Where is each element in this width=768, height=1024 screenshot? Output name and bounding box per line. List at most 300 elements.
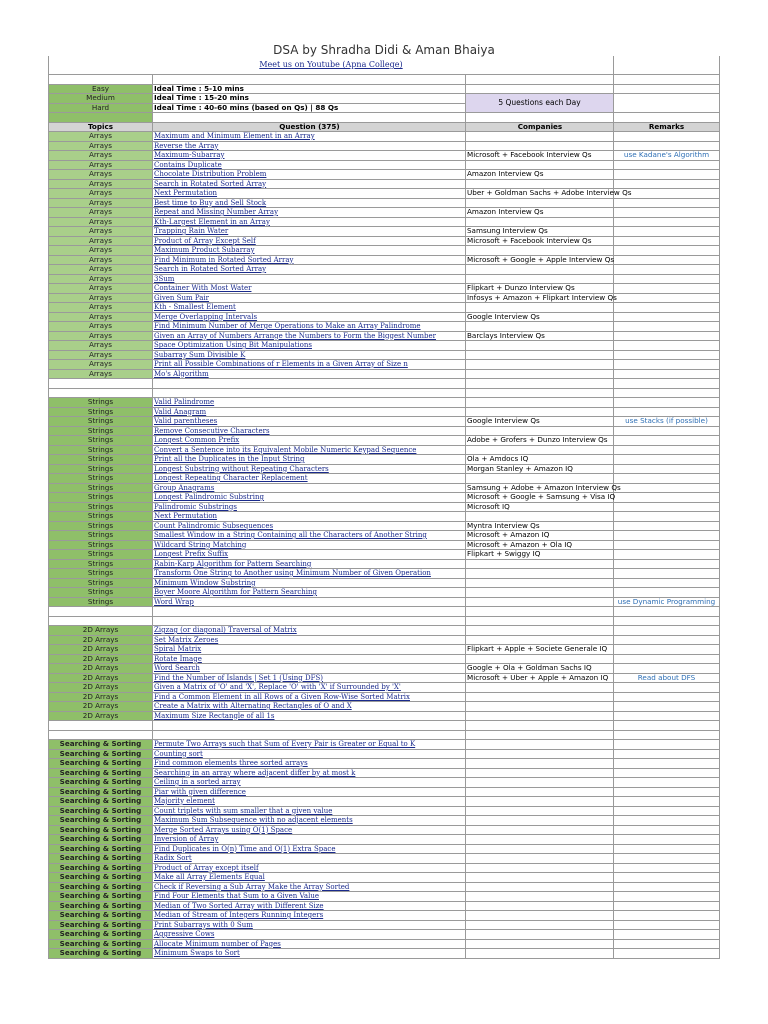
question-link[interactable]: Maximum Sum Subsequence with no adjacent elements <box>154 816 353 824</box>
table-row <box>48 446 720 456</box>
table-row <box>48 218 720 228</box>
companies-cell <box>466 598 614 608</box>
question-link[interactable]: Longest Prefix Suffix <box>154 550 229 558</box>
question-cell <box>153 455 466 465</box>
remarks-cell <box>614 854 720 864</box>
level-label: Hard <box>48 104 153 114</box>
question-cell <box>153 408 466 418</box>
question-link[interactable]: Trapping Rain Water <box>154 227 229 235</box>
remarks-cell <box>614 493 720 503</box>
topic-cell: Arrays <box>48 341 153 351</box>
table-row <box>48 294 720 304</box>
question-link[interactable]: Smallest Window in a String Containing all the Characters of Another String <box>154 531 427 539</box>
table-row <box>48 883 720 893</box>
remarks-cell <box>614 560 720 570</box>
question-link[interactable]: Print Subarrays with 0 Sum <box>154 920 253 929</box>
question-link[interactable]: Search in Rotated Sorted Array <box>154 265 267 273</box>
question-cell <box>153 864 466 874</box>
question-link[interactable]: Piar with given difference <box>154 787 246 796</box>
question-link[interactable]: Rabin-Karp Algorithm for Pattern Searching <box>154 559 312 568</box>
question-link[interactable]: Next Permutation <box>154 512 218 520</box>
companies-cell: Microsoft + Google + Apple Interview Qs <box>467 254 615 264</box>
question-cell <box>153 427 466 437</box>
topic-cell: Arrays <box>48 199 153 209</box>
question-cell <box>153 854 466 864</box>
table-row <box>48 493 720 503</box>
remarks-cell <box>614 161 720 171</box>
companies-cell: Flipkart + Apple + Societe Generale IQ <box>466 645 614 655</box>
remarks-cell <box>614 474 720 484</box>
remarks-cell <box>614 902 720 912</box>
question-link[interactable]: Merge Overlapping Intervals <box>154 312 258 321</box>
spacer-row <box>48 75 720 85</box>
question-cell <box>153 902 466 912</box>
question-link[interactable]: Longest Repeating Character Replacement <box>154 474 308 482</box>
ideal-time: Ideal Time : 40-60 mins (based on Qs) | 88 Qs <box>153 104 466 114</box>
companies-cell <box>466 854 614 864</box>
companies-cell: Flipkart + Dunzo Interview Qs <box>466 284 614 294</box>
remarks-cell <box>614 759 720 769</box>
question-link[interactable]: Find common elements three sorted arrays <box>154 759 308 767</box>
table-row <box>48 940 720 950</box>
question-link[interactable]: Find the Number of Islands | Set 1 (Using DFS) <box>154 673 323 682</box>
question-cell <box>153 132 466 142</box>
question-link[interactable]: Longest Palindromic Substring <box>154 493 265 501</box>
remarks-cell <box>614 911 720 921</box>
companies-cell <box>466 265 614 275</box>
question-link[interactable]: Search in Rotated Sorted Array <box>154 179 267 188</box>
topic-cell: Searching & Sorting <box>48 930 153 940</box>
question-sheet <box>48 56 720 959</box>
question-link[interactable]: Reverse the Array <box>154 141 219 150</box>
companies-cell: Microsoft + Facebook Interview Qs <box>466 151 614 161</box>
table-row <box>48 579 720 589</box>
question-cell <box>153 769 466 779</box>
topic-cell: Strings <box>48 550 153 560</box>
topic-cell: Searching & Sorting <box>48 854 153 864</box>
table-row <box>48 161 720 171</box>
topic-cell: Arrays <box>48 218 153 228</box>
table-row <box>48 645 720 655</box>
companies-cell <box>466 398 614 408</box>
companies-cell <box>466 588 614 598</box>
question-cell <box>153 484 466 494</box>
table-row <box>48 598 720 608</box>
remarks-cell <box>614 693 720 703</box>
table-row <box>48 541 720 551</box>
topic-cell: Searching & Sorting <box>48 892 153 902</box>
topic-cell: 2D Arrays <box>48 683 153 693</box>
question-cell <box>153 892 466 902</box>
companies-cell <box>466 873 614 883</box>
remarks-cell <box>614 788 720 798</box>
youtube-link[interactable]: Meet us on Youtube (Apna College) <box>259 60 403 69</box>
table-row <box>48 683 720 693</box>
question-cell <box>153 465 466 475</box>
table-row <box>48 484 720 494</box>
companies-cell: Samsung + Adobe + Amazon Interview Qs <box>467 482 621 492</box>
topic-cell: Searching & Sorting <box>48 778 153 788</box>
companies-cell <box>466 807 614 817</box>
question-cell <box>153 189 466 199</box>
remarks-cell <box>614 864 720 874</box>
question-cell <box>153 598 466 608</box>
question-link[interactable]: Minimum Window Substring <box>154 578 256 587</box>
table-row <box>48 892 720 902</box>
question-link[interactable]: Counting sort <box>154 749 203 758</box>
companies-cell: Microsoft + Amazon IQ <box>466 531 614 541</box>
question-link[interactable]: Product of Array except itself <box>154 863 259 872</box>
topic-cell: Searching & Sorting <box>48 911 153 921</box>
companies-cell: Google Interview Qs <box>466 417 614 427</box>
question-link[interactable]: Set Matrix Zeroes <box>154 635 219 644</box>
question-link[interactable]: Valid Anagram <box>154 407 207 416</box>
topic-cell: 2D Arrays <box>48 693 153 703</box>
topic-cell: Strings <box>48 484 153 494</box>
table-row <box>48 132 720 142</box>
question-link[interactable]: Spiral Matrix <box>154 645 202 653</box>
question-link[interactable]: Ceiling in a sorted array <box>154 778 241 786</box>
question-cell <box>153 332 466 342</box>
table-row <box>48 750 720 760</box>
topic-cell: Arrays <box>48 132 153 142</box>
remarks-cell <box>614 303 720 313</box>
question-link[interactable]: Remove Consecutive Characters <box>154 426 270 435</box>
question-link[interactable]: Make all Array Elements Equal <box>154 873 265 881</box>
companies-cell <box>466 921 614 931</box>
companies-cell: Flipkart + Swiggy IQ <box>466 550 614 560</box>
question-link[interactable]: 3Sum <box>154 274 175 283</box>
question-link[interactable]: Longest Common Prefix <box>154 436 240 444</box>
topic-cell: Searching & Sorting <box>48 902 153 912</box>
question-link[interactable]: Repeat and Missing Number Array <box>154 208 279 216</box>
table-row <box>48 465 720 475</box>
question-link[interactable]: Group Anagrams <box>154 483 215 492</box>
companies-cell <box>466 569 614 579</box>
remarks-cell <box>614 246 720 256</box>
question-link[interactable]: Find Duplicates in O(n) Time and O(1) Extra Space <box>154 844 336 853</box>
topic-cell: Searching & Sorting <box>48 864 153 874</box>
table-row <box>48 284 720 294</box>
question-link[interactable]: Find Minimum in Rotated Sorted Array <box>154 255 294 264</box>
question-cell <box>153 550 466 560</box>
table-row <box>48 674 720 684</box>
table-row <box>48 503 720 513</box>
remarks-cell <box>614 845 720 855</box>
question-link[interactable]: Create a Matrix with Alternating Rectangles of O and X <box>154 702 352 710</box>
remarks-cell <box>614 132 720 142</box>
table-row <box>48 569 720 579</box>
question-link[interactable]: Kth-Largest Element in an Array <box>154 217 270 226</box>
question-link[interactable]: Valid parentheses <box>154 417 218 425</box>
remarks-cell <box>614 208 720 218</box>
level-row-easy <box>48 85 720 95</box>
topic-cell: Arrays <box>48 265 153 275</box>
level-label: Easy <box>48 85 153 95</box>
topic-cell: Arrays <box>48 313 153 323</box>
header-companies: Companies <box>466 123 614 133</box>
question-link[interactable]: Find Minimum Number of Merge Operations to Make an Array Palindrome <box>154 322 421 330</box>
table-row <box>48 531 720 541</box>
table-row <box>48 208 720 218</box>
question-cell <box>153 541 466 551</box>
question-cell <box>153 911 466 921</box>
companies-cell: Microsoft + Facebook Interview Qs <box>466 237 614 247</box>
companies-cell <box>466 351 614 361</box>
remarks-cell <box>614 826 720 836</box>
question-cell <box>153 398 466 408</box>
question-link[interactable]: Kth - Smallest Element <box>154 303 236 311</box>
question-cell <box>153 246 466 256</box>
question-link[interactable]: Space Optimization Using Bit Manipulations <box>154 341 312 349</box>
table-row <box>48 769 720 779</box>
question-cell <box>153 778 466 788</box>
companies-cell: Morgan Stanley + Amazon IQ <box>466 465 614 475</box>
companies-cell: Ola + Amdocs IQ <box>466 455 614 465</box>
remarks-cell <box>614 455 720 465</box>
topic-cell: Strings <box>48 455 153 465</box>
topic-cell: Arrays <box>48 180 153 190</box>
question-cell <box>153 921 466 931</box>
question-link[interactable]: Rotate Image <box>154 654 202 663</box>
table-row <box>48 702 720 712</box>
question-link[interactable]: Merge Sorted Arrays using O(1) Space <box>154 825 293 834</box>
table-row <box>48 911 720 921</box>
remarks-cell <box>614 189 720 199</box>
question-link[interactable]: Longest Substring without Repeating Characters <box>154 464 329 473</box>
question-link[interactable]: Check if Reversing a Sub Array Make the Array Sorted <box>154 882 350 891</box>
daily-note: 5 Questions each Day <box>466 94 614 113</box>
remarks-cell <box>614 873 720 883</box>
table-row <box>48 522 720 532</box>
companies-cell <box>466 883 614 893</box>
remarks-cell <box>614 892 720 902</box>
question-link[interactable]: Container With Most Water <box>154 284 252 292</box>
companies-cell <box>466 560 614 570</box>
question-link[interactable]: Next Permutation <box>154 189 218 197</box>
header-remarks: Remarks <box>614 123 720 133</box>
question-cell <box>153 284 466 294</box>
topic-cell: Searching & Sorting <box>48 788 153 798</box>
topic-cell: 2D Arrays <box>48 664 153 674</box>
question-link[interactable]: Contains Duplicate <box>154 160 222 169</box>
question-link[interactable]: Valid Palindrome <box>154 398 215 406</box>
question-link[interactable]: Inversion of Array <box>154 835 219 843</box>
question-link[interactable]: Median of Two Sorted Array with Different Size <box>154 901 324 910</box>
question-link[interactable]: Maximum Size Rectangle of all 1s <box>154 711 275 720</box>
question-cell <box>153 142 466 152</box>
question-link[interactable]: Word Search <box>154 664 200 672</box>
question-link[interactable]: Chocolate Distribution Problem <box>154 170 267 178</box>
remarks-cell <box>614 294 720 304</box>
remarks-cell <box>614 512 720 522</box>
question-cell <box>153 503 466 513</box>
question-link[interactable]: Word Wrap <box>154 597 194 606</box>
remarks-cell <box>614 750 720 760</box>
topic-cell: Arrays <box>48 208 153 218</box>
level-row-hard <box>48 104 466 114</box>
question-link[interactable]: Maximum Product Subarray <box>154 246 255 254</box>
question-link[interactable]: Given Sum Pair <box>154 293 209 302</box>
table-row <box>48 408 720 418</box>
remarks-cell <box>614 921 720 931</box>
question-cell <box>153 417 466 427</box>
question-cell <box>153 322 466 332</box>
topic-cell: Strings <box>48 427 153 437</box>
topic-cell: Strings <box>48 436 153 446</box>
question-cell <box>153 474 466 484</box>
question-cell <box>153 674 466 684</box>
topic-cell: Arrays <box>48 189 153 199</box>
question-link[interactable]: Print all the Duplicates in the Input String <box>154 455 305 463</box>
question-link[interactable]: Count Palindromic Subsequences <box>154 521 274 530</box>
companies-cell: Myntra Interview Qs <box>466 522 614 532</box>
companies-cell <box>466 940 614 950</box>
question-link[interactable]: Print all Possible Combinations of r Elements in a Given Array of Size n <box>154 360 408 368</box>
remarks-cell <box>614 199 720 209</box>
table-row <box>48 170 720 180</box>
question-link[interactable]: Allocate Minimum number of Pages <box>154 939 281 948</box>
question-cell <box>153 170 466 180</box>
topic-cell: Arrays <box>48 275 153 285</box>
companies-cell <box>466 949 614 959</box>
remarks-cell <box>614 284 720 294</box>
question-cell <box>153 522 466 532</box>
question-link[interactable]: Searching in an array where adjacent differ by at most k <box>154 768 356 777</box>
topic-cell: Arrays <box>48 170 153 180</box>
question-table-body <box>48 132 720 959</box>
question-link[interactable]: Mo's Algorithm <box>154 369 209 378</box>
companies-cell: Amazon Interview Qs <box>466 208 614 218</box>
question-cell <box>153 626 466 636</box>
table-row <box>48 778 720 788</box>
spacer-row <box>48 389 720 399</box>
companies-cell: Microsoft + Google + Samsung + Visa IQ <box>467 492 616 501</box>
topic-cell: Arrays <box>48 294 153 304</box>
topic-cell: Searching & Sorting <box>48 807 153 817</box>
question-cell <box>153 313 466 323</box>
question-cell <box>153 151 466 161</box>
companies-cell: Barclays Interview Qs <box>466 332 614 342</box>
question-link[interactable]: Given an Array of Numbers Arrange the Numbers to Form the Biggest Number <box>154 331 436 340</box>
remarks-cell <box>614 740 720 750</box>
companies-cell <box>466 778 614 788</box>
table-row <box>48 845 720 855</box>
topic-cell: Arrays <box>48 246 153 256</box>
table-row <box>48 332 720 342</box>
companies-cell <box>466 370 614 380</box>
table-row <box>48 227 720 237</box>
question-link[interactable]: Find Four Elements that Sum to a Given Value <box>154 892 319 900</box>
table-header <box>48 123 720 133</box>
question-link[interactable]: Find a Common Element in all Rows of a Given Row-Wise Sorted Matrix <box>154 692 410 701</box>
table-row <box>48 902 720 912</box>
companies-cell <box>466 702 614 712</box>
question-link[interactable]: Maximum-Subarray <box>154 151 225 159</box>
question-cell <box>153 826 466 836</box>
question-link[interactable]: Maximum and Minimum Element in an Array <box>154 132 315 140</box>
question-link[interactable]: Transform One String to Another using Minimum Number of Given Operation <box>154 569 431 577</box>
spacer-row <box>48 113 720 123</box>
remarks-cell <box>614 940 720 950</box>
topic-cell: Strings <box>48 446 153 456</box>
table-row <box>48 313 720 323</box>
question-cell <box>153 208 466 218</box>
table-row <box>48 636 720 646</box>
topic-cell: Searching & Sorting <box>48 845 153 855</box>
spacer-row <box>48 731 720 741</box>
level-block <box>48 94 720 113</box>
question-link[interactable]: Convert a Sentence into its Equivalent Mobile Numeric Keypad Sequence <box>154 445 417 454</box>
table-row <box>48 265 720 275</box>
table-row <box>48 275 720 285</box>
remarks-cell <box>614 655 720 665</box>
question-cell <box>153 930 466 940</box>
topic-cell: 2D Arrays <box>48 674 153 684</box>
topic-cell: Searching & Sorting <box>48 940 153 950</box>
question-link[interactable]: Subarray Sum Divisible K <box>154 350 246 359</box>
question-cell <box>153 645 466 655</box>
question-cell <box>153 588 466 598</box>
question-link[interactable]: Radix Sort <box>154 854 192 862</box>
question-link[interactable]: Palindromic Substrings <box>154 502 237 511</box>
question-link[interactable]: Permute Two Arrays such that Sum of Every Pair is Greater or Equal to K <box>154 740 416 748</box>
question-link[interactable]: Boyer Moore Algorithm for Pattern Searching <box>154 588 318 596</box>
table-row <box>48 256 720 266</box>
question-link[interactable]: Minimum Swaps to Sort <box>154 949 240 957</box>
question-link[interactable]: Given a Matrix of 'O' and 'X', Replace 'O' with 'X' if Surrounded by 'X' <box>154 683 401 691</box>
question-link[interactable]: Median of Stream of Integers Running Integers <box>154 911 324 919</box>
topic-cell: Strings <box>48 598 153 608</box>
header-topics: Topics <box>48 123 153 133</box>
question-cell <box>153 664 466 674</box>
question-cell <box>153 873 466 883</box>
remarks-cell <box>614 807 720 817</box>
remarks-cell <box>614 541 720 551</box>
question-link[interactable]: Count triplets with sum smaller that a given value <box>154 806 333 815</box>
question-cell <box>153 750 466 760</box>
topic-cell: Arrays <box>48 161 153 171</box>
spacer-row <box>48 617 720 627</box>
table-row <box>48 341 720 351</box>
question-cell <box>153 702 466 712</box>
companies-cell <box>466 826 614 836</box>
question-cell <box>153 579 466 589</box>
remarks-cell <box>614 645 720 655</box>
remarks-cell <box>614 465 720 475</box>
table-row <box>48 417 720 427</box>
spacer-row <box>48 607 720 617</box>
topic-cell: Searching & Sorting <box>48 759 153 769</box>
question-link[interactable]: Product of Array Except Self <box>154 236 256 245</box>
table-row <box>48 142 720 152</box>
table-row <box>48 199 720 209</box>
remarks-cell: use Dynamic Programming <box>614 598 720 608</box>
question-link[interactable]: Best time to Buy and Sell Stock <box>154 198 267 207</box>
table-row <box>48 655 720 665</box>
topic-cell: Searching & Sorting <box>48 921 153 931</box>
question-cell <box>153 740 466 750</box>
topic-cell: Arrays <box>48 360 153 370</box>
question-link[interactable]: Majority element <box>154 797 215 805</box>
topic-cell: Arrays <box>48 370 153 380</box>
question-link[interactable]: Zigzag (or diagonal) Traversal of Matrix <box>154 626 297 634</box>
table-row <box>48 712 720 722</box>
sheet-title: DSA by Shradha Didi & Aman Bhaiya <box>273 43 495 57</box>
table-row <box>48 427 720 437</box>
question-link[interactable]: Aggressive Cows <box>154 930 215 938</box>
question-link[interactable]: Wildcard String Matching <box>154 540 247 549</box>
